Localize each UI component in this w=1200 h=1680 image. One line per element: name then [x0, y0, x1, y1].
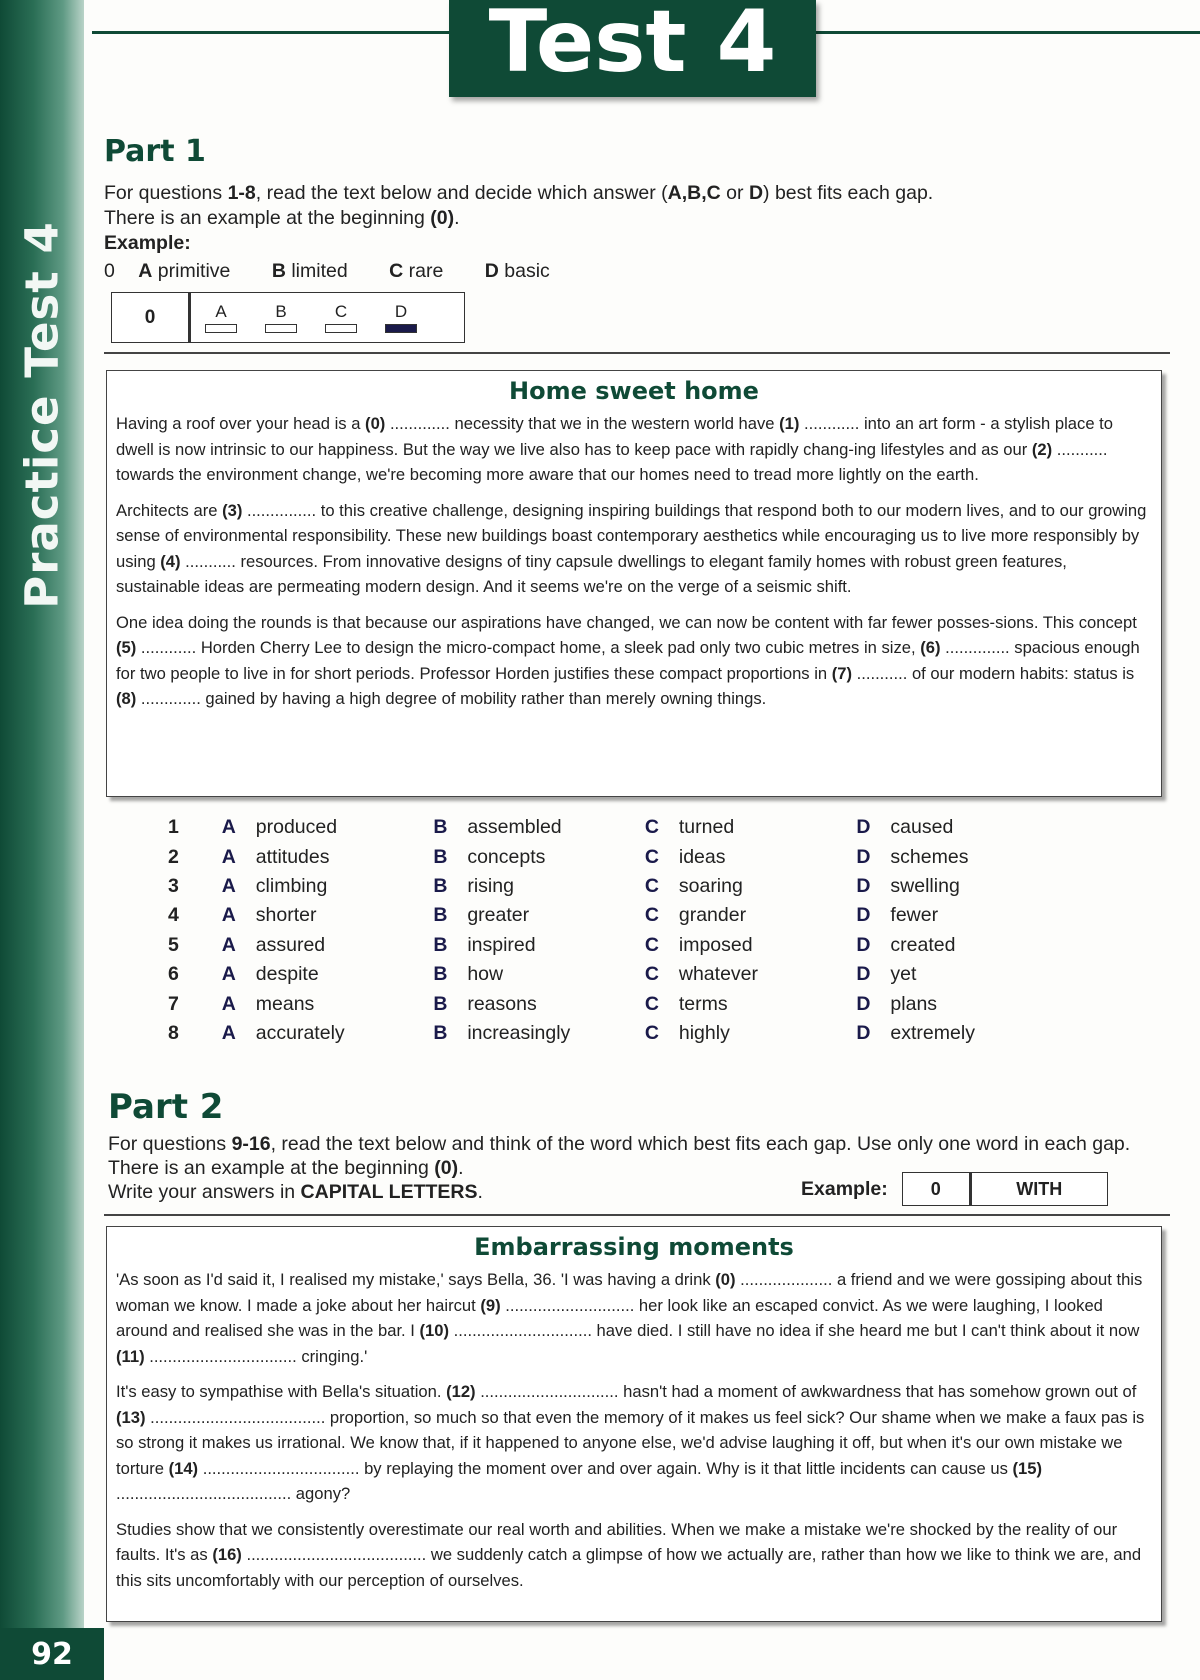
option-word: basic — [504, 260, 550, 282]
option-word: increasingly — [467, 1021, 571, 1044]
option-letter: B — [433, 1021, 448, 1044]
option-a[interactable] — [222, 963, 434, 986]
option-word: rising — [467, 874, 514, 897]
mark-letter: C — [334, 302, 348, 321]
option-word: inspired — [467, 933, 536, 956]
option-letter: D — [856, 992, 871, 1015]
part2-heading: Part 2 — [108, 1087, 224, 1127]
gap-number: (13) — [116, 1407, 146, 1427]
option-d[interactable] — [856, 934, 1068, 957]
option-letter: A — [221, 845, 236, 868]
example-answer-num: 0 — [903, 1173, 972, 1205]
option-word: extremely — [890, 1021, 975, 1044]
option-b[interactable] — [433, 904, 645, 927]
instr-text: For questions — [104, 182, 228, 204]
option-a[interactable] — [222, 1022, 434, 1045]
option-row — [168, 960, 1068, 989]
option-c[interactable] — [645, 993, 857, 1016]
gap-number: (4) — [160, 551, 181, 571]
option-letter: C — [644, 933, 659, 956]
option-word: accurately — [255, 1021, 345, 1044]
gap-number: (8) — [116, 689, 137, 708]
option-letter: C — [644, 963, 659, 986]
option-a[interactable] — [222, 875, 434, 898]
option-d[interactable] — [856, 846, 1068, 869]
option-a[interactable] — [222, 816, 434, 839]
option-letter: B — [433, 992, 448, 1015]
gap-number: (7) — [831, 663, 853, 683]
option-letter: B — [433, 933, 448, 956]
example-option-a — [138, 260, 248, 282]
instr-text: Write your answers in — [108, 1181, 301, 1203]
passage-title: Home sweet home — [509, 377, 759, 405]
passage-paragraph: 'As soon as I'd said it, I realised my mistake,' says Bella, 36. 'I was having a drink (0) .................... a friend and we were gossiping about this woman we know. I made a joke about her haircut (9) ............................ her look like an escaped convict. As we were laughing, I looked around and realised she was in the bar. I (10) .............................. have died. I still have no idea if she heard me but I can't think about it now (11) ................................ cringing.' — [116, 1270, 1143, 1366]
example-label: Example: — [801, 1177, 888, 1200]
option-c[interactable] — [645, 963, 857, 986]
instr-text: ) best fits each gap. — [763, 182, 934, 204]
option-letter: D — [856, 1021, 871, 1044]
page-title: Test 4 — [449, 0, 816, 97]
question-number: 8 — [168, 1021, 179, 1044]
option-c[interactable] — [645, 934, 857, 957]
option-word: attitudes — [255, 845, 330, 868]
instr-range: 1-8 — [227, 182, 256, 204]
option-word: caused — [890, 816, 954, 839]
part2-example — [801, 1172, 1108, 1206]
option-c[interactable] — [645, 904, 857, 927]
option-letter: D — [856, 904, 871, 927]
option-d[interactable] — [856, 993, 1068, 1016]
option-row — [168, 813, 1068, 842]
option-c[interactable] — [645, 846, 857, 869]
option-d[interactable] — [856, 904, 1068, 927]
passage-paragraph: Architects are (3) ............... to this creative challenge, designing inspiring buildings that respond both to our modern lives, and to our growing sense of environmental responsibility. These new buildings boast contemporary aesthetics while encouraging us to live more responsibly by using (4) ........... resources. From innovative designs of tiny capsule dwellings to elegant family homes with robust green features, sustainable ideas are permeating modern design. And it seems we're on the verge of a seismic shift. — [116, 500, 1147, 596]
option-b[interactable] — [433, 993, 645, 1016]
gap-number: (12) — [446, 1382, 476, 1401]
mark-bar — [385, 324, 417, 333]
mark-bar — [205, 324, 237, 333]
example-num: 0 — [104, 260, 115, 282]
example-label: Example: — [104, 232, 191, 254]
gap-number: (5) — [116, 638, 137, 657]
option-letter: A — [138, 260, 153, 282]
option-word: shorter — [255, 904, 317, 927]
option-row — [168, 989, 1068, 1018]
instr-capitals: CAPITAL LETTERS — [300, 1181, 478, 1203]
option-row — [168, 842, 1068, 871]
part2-passage — [106, 1226, 1162, 1622]
option-letter: C — [644, 992, 659, 1015]
option-word: terms — [678, 992, 728, 1015]
gap-number: (0) — [365, 414, 386, 433]
gap-number: (16) — [212, 1545, 242, 1564]
gap-number: (2) — [1031, 439, 1053, 459]
option-b[interactable] — [433, 934, 645, 957]
example-option-c — [389, 260, 461, 282]
option-word: plans — [890, 992, 938, 1015]
option-letter: B — [433, 816, 448, 839]
option-word: rare — [408, 260, 444, 282]
option-letter: C — [389, 260, 404, 282]
option-c[interactable] — [645, 875, 857, 898]
option-row — [168, 1019, 1068, 1048]
option-letter: A — [221, 874, 236, 897]
option-letter: D — [856, 874, 871, 897]
instr-text: , read the text below and decide which answer ( — [255, 182, 668, 204]
option-letter: D — [856, 816, 871, 839]
option-letter: D — [484, 260, 499, 282]
option-letter: B — [433, 874, 448, 897]
option-letter: A — [221, 933, 236, 956]
option-row — [168, 901, 1068, 930]
instr-text: . — [458, 1157, 464, 1179]
page-number: 92 — [0, 1628, 104, 1680]
gap-number: (10) — [419, 1321, 450, 1340]
part1-instructions — [104, 181, 1164, 231]
gap-number: (1) — [779, 414, 800, 433]
mark-letter: B — [275, 302, 287, 321]
option-letter: C — [644, 904, 659, 927]
instr-text: . — [454, 207, 460, 229]
question-number: 2 — [168, 845, 179, 868]
option-letter: B — [433, 845, 448, 868]
instr-letters: A,B,C — [667, 182, 721, 204]
part1-passage — [106, 370, 1162, 797]
option-word: limited — [291, 260, 348, 282]
question-number: 4 — [168, 904, 179, 927]
option-b[interactable] — [433, 816, 645, 839]
example-option-b — [272, 260, 366, 282]
option-word: grander — [678, 904, 747, 927]
option-letter: D — [856, 963, 871, 986]
option-letter: D — [856, 845, 871, 868]
option-word: assembled — [467, 816, 562, 839]
option-word: highly — [678, 1021, 730, 1044]
mark-letter: A — [215, 302, 227, 321]
question-number: 6 — [168, 963, 179, 986]
gap-number: (9) — [480, 1295, 501, 1315]
option-word: despite — [255, 963, 319, 986]
option-letter: A — [221, 904, 236, 927]
option-word: reasons — [467, 992, 537, 1015]
option-letter: B — [271, 260, 286, 282]
answer-mark-d[interactable] — [371, 302, 431, 333]
gap-number: (3) — [222, 500, 243, 520]
option-letter: A — [221, 992, 236, 1015]
option-word: created — [890, 933, 956, 956]
option-letter: D — [856, 933, 871, 956]
instr-text: or — [720, 182, 749, 204]
option-word: means — [255, 992, 315, 1015]
example-answer-word: WITH — [1016, 1179, 1063, 1199]
passage-title: Embarrassing moments — [474, 1233, 794, 1261]
instr-range: 9-16 — [231, 1133, 271, 1155]
option-b[interactable] — [433, 846, 645, 869]
option-letter: A — [221, 1021, 236, 1044]
option-a[interactable] — [222, 846, 434, 869]
instr-zero: (0) — [430, 207, 455, 229]
example-options — [104, 260, 586, 283]
option-a[interactable] — [222, 993, 434, 1016]
example-answer-num: 0 — [112, 293, 191, 342]
option-word: primitive — [157, 260, 231, 282]
option-d[interactable] — [856, 875, 1068, 898]
option-d[interactable] — [856, 963, 1068, 986]
gap-number: (0) — [715, 1270, 736, 1289]
gap-number: (14) — [168, 1458, 199, 1478]
option-word: concepts — [467, 845, 546, 868]
option-word: climbing — [255, 874, 328, 897]
gap-number: (15) — [1012, 1458, 1042, 1478]
gap-number: (6) — [920, 638, 941, 657]
question-number: 1 — [168, 816, 179, 839]
option-b[interactable] — [433, 1022, 645, 1045]
mark-bar — [325, 324, 357, 333]
option-word: turned — [678, 816, 735, 839]
question-number: 3 — [168, 874, 179, 897]
passage-paragraph: Studies show that we consistently overestimate our real worth and abilities. When we make a mistake we're shocked by the reality of our faults. It's as (16) ....................................... we suddenly catch a glimpse of how we actually are, rather than how we like to think we are, and this sits uncomfortably with our perception of ourselves. — [116, 1519, 1142, 1590]
option-word: imposed — [678, 933, 753, 956]
option-letter: C — [644, 816, 659, 839]
gap-number: (11) — [116, 1346, 145, 1366]
option-letter: C — [644, 845, 659, 868]
option-word: fewer — [890, 904, 939, 927]
option-d[interactable] — [856, 1022, 1068, 1045]
option-word: yet — [890, 963, 917, 986]
option-a[interactable] — [222, 934, 434, 957]
option-word: soaring — [678, 874, 743, 897]
answer-options-table — [168, 813, 1068, 1048]
mark-letter: D — [394, 302, 408, 321]
instr-text: There is an example at the beginning — [104, 207, 431, 229]
divider — [104, 352, 1170, 354]
mark-bar — [265, 324, 297, 333]
option-letter: A — [221, 816, 236, 839]
instr-text: , read the text below and think of the word which best fits each gap. Use only one word in each gap. There is an example at the beginning — [108, 1133, 1131, 1179]
option-b[interactable] — [433, 963, 645, 986]
option-word: schemes — [890, 845, 969, 868]
question-number: 7 — [168, 992, 179, 1015]
option-c[interactable] — [645, 816, 857, 839]
instr-zero: (0) — [434, 1157, 459, 1179]
option-b[interactable] — [433, 875, 645, 898]
answer-mark-b[interactable] — [251, 302, 311, 333]
part1-heading: Part 1 — [104, 134, 206, 169]
option-word: swelling — [890, 874, 960, 897]
option-d[interactable] — [856, 816, 1068, 839]
example-answer-box — [111, 292, 465, 343]
answer-mark-a[interactable] — [191, 302, 251, 333]
option-word: assured — [255, 933, 326, 956]
option-letter: C — [644, 1021, 659, 1044]
option-letter: C — [644, 874, 659, 897]
instr-text: . — [477, 1181, 483, 1203]
passage-paragraph: It's easy to sympathise with Bella's situation. (12) .............................. hasn't had a moment of awkwardness that has somehow grown out of (13) ...................................... proportion, so much so that even the memory of it makes us feel sick? Our shame when we make a faux pas is so strong it makes us irrational. We know that, if it happened to anyone else, we'd advise laughing it off, but when it's our own mistake we torture (14) .................................. by replaying the moment over and over again. Why is it that little incidents can cause us (15) ...................................... agony? — [116, 1382, 1145, 1503]
instr-letter-d: D — [748, 182, 764, 204]
option-row — [168, 931, 1068, 960]
option-c[interactable] — [645, 1022, 857, 1045]
option-a[interactable] — [222, 904, 434, 927]
option-word: greater — [467, 904, 530, 927]
passage-paragraph: Having a roof over your head is a (0) ............. necessity that we in the western world have (1) ............ into an art form - a stylish place to dwell is now intrinsic to our happiness. But the way we live also has to keep pace with rapidly chang-ing lifestyles and as our (2) ........... towards the environment change, we're becoming more aware that our homes need to tread more lightly on the earth. — [116, 414, 1113, 484]
answer-mark-c[interactable] — [311, 302, 371, 333]
option-word: whatever — [678, 963, 758, 986]
option-letter: B — [433, 963, 448, 986]
sidebar — [0, 0, 84, 1680]
option-word: produced — [255, 816, 338, 839]
question-number: 5 — [168, 933, 179, 956]
example-answer-box — [902, 1172, 1108, 1206]
divider — [104, 1214, 1170, 1216]
option-row — [168, 872, 1068, 901]
option-letter: B — [433, 904, 448, 927]
example-option-d — [485, 260, 568, 282]
passage-paragraph: One idea doing the rounds is that because our aspirations have changed, we can now be content with far fewer posses-sions. This concept (5) ............ Horden Cherry Lee to design the micro-compact home, a sleek pad only two cubic metres in size, (6) .............. spacious enough for two people to live in for short periods. Professor Horden justifies these compact proportions in (7) ........... of our modern habits: status is (8) ............. gained by having a high degree of mobility rather than merely owning things. — [116, 612, 1140, 708]
option-letter: A — [221, 963, 236, 986]
option-word: how — [467, 963, 504, 986]
sidebar-label: Practice Test 4 — [15, 221, 69, 609]
instr-text: For questions — [108, 1133, 232, 1155]
option-word: ideas — [678, 845, 726, 868]
